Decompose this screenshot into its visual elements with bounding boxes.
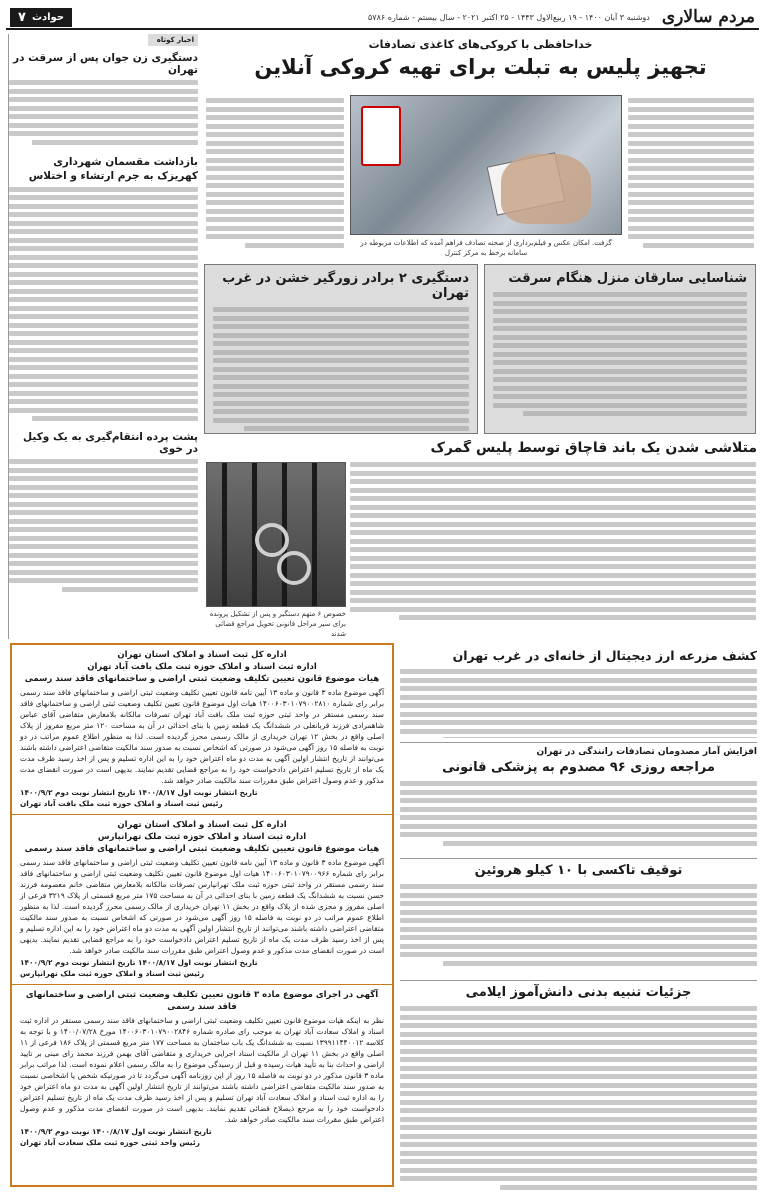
section-label: اخبار کوتاه xyxy=(148,34,198,46)
lead-photo xyxy=(350,95,622,235)
jail-photo-caption: خصوص ۶ متهم دستگیر و پس از تشکیل پرونده برای سیر مراحل قانونی تحویل مراجع قضائی شدند xyxy=(209,610,346,638)
section-tab xyxy=(10,8,72,27)
ad-subheader: اداره ثبت اسناد و املاک حوزه ثبت ملک تهرانپارس xyxy=(97,832,307,842)
ad-body: آگهی موضوع ماده ۳ قانون و ماده ۱۳ آیین نامه قانون تعیین تکلیف وضعیت ثبتی اراضی و ساختمانهای فاقد سند رسمی برابر رای شماره ۱۴۰۰۶۰۳۰۱۰۷۹۰۰۹۶۶ هیات اول موضوع قانون تعیین تکلیف وضعیت ثبتی اراضی و ساختمانهای فاقد سند رسمی مستقر در واحد ثبتی حوزه ثبت ملک تهرانپارس تصرفات مالکانه بلامعارض متقاضی خانم معصومه فرزند حسن نسبت به ششدانگ یک قطعه زمین با بنای احداثی در آن به مساحت ۱۷۵ متر مربع قسمتی از پلاک ۳۲۱۹ فرعی از اصلی مفروز و مجزی شده از پلاک واقع در بخش ۱۱ تهران خریداری از مالک رسمی محرز گردیده است. لذا به منظور اطلاع عموم مراتب در دو نوبت به فاصله ۱۵ روز آگهی می‌شود در صورتی که اشخاص نسبت به صدور سند مالکیت متقاضی اعتراضی داشته باشند می‌توانند از تاریخ انتشار اولین آگهی به مدت دو ماه اعتراض خود را به این اداره تسلیم و پس از اخذ رسید ظرف مدت یک ماه از تاریخ تسلیم اعتراض دادخواست خود را به مراجع قضایی تقدیم نمایند. بدیهی است در صورت انقضای مدت مذکور و عدم وصول اعتراض طبق مقررات سند مالکیت صادر خواهد شد. xyxy=(20,858,384,955)
lead-body-left xyxy=(206,98,344,258)
story-taxi xyxy=(400,858,757,976)
story-title-kahrizak: بازداشت مقسمان شهرداری کهریزک به جرم ارتشاء و اختلاس xyxy=(28,155,198,182)
lead-headline: تجهیز پلیس به تبلت برای تهیه کروکی آنلاین xyxy=(254,55,707,79)
story-body-placeholder xyxy=(9,187,198,422)
newspaper-logo: مردم سالاری xyxy=(661,7,755,27)
ad-dates: تاریخ انتشار نوبت اول ۱۴۰۰/۸/۱۷ تاریخ انتشار نوبت دوم ۱۴۰۰/۹/۲ xyxy=(20,788,258,797)
ad-title: هیات موضوع قانون تعیین تکلیف وضعیت ثبتی اراضی و ساختمانهای فاقد سند رسمی xyxy=(24,844,380,854)
ad-body: آگهی موضوع ماده ۳ قانون و ماده ۱۳ آیین نامه قانون تعیین تکلیف وضعیت ثبتی اراضی و ساختمانهای فاقد سند رسمی برابر رای شماره ۱۴۰۰۶۰۳۰۱۰۷۹۰۰۲۸۱۰ هیات اول موضوع قانون تعیین تکلیف وضعیت ثبتی اراضی و ساختمانهای فاقد سند رسمی مستقر در واحد ثبتی حوزه ثبت ملک بافت آباد تهران تصرفات مالکانه بلامعارض متقاضی آقای عباس شاهمرادی فرزند قربانعلی در ششدانگ یک قطعه زمین با بنای احداثی در آن به مساحت ۱۲۰ متر مربع مفروز از پلاک اصلی واقع در بخش ۱۲ تهران خریداری از مالک رسمی محرز گردیده است. لذا به منظور اطلاع عموم مراتب در دو نوبت به فاصله ۱۵ روز آگهی می‌شود در صورتی که اشخاص نسبت به صدور سند مالکیت متقاضی اعتراضی داشته باشند می‌توانند از تاریخ انتشار اولین آگهی به مدت دو ماه اعتراض خود را به این اداره تسلیم و پس از اخذ رسید ظرف مدت یک ماه از تاریخ تسلیم اعتراض دادخواست خود را به مراجع قضایی تقدیم نمایند. بدیهی است در صورت انقضای مدت مذکور و عدم وصول اعتراض طبق مقررات سند مالکیت صادر خواهد شد. xyxy=(20,688,384,785)
story-kicker-injured: افزایش آمار مصدومان تصادفات رانندگی در تهران xyxy=(536,747,757,757)
ad-signature: رئیس واحد ثبتی حوزه ثبت ملک سعادت آباد تهران xyxy=(20,1138,200,1147)
dateline: دوشنبه ۳ آبان ۱۴۰۰ - ۱۹ ربیع‌الاول ۱۴۴۳ - ۲۵ اکتبر ۲۰۲۱ - سال بیستم - شماره ۵۷۸۶ xyxy=(368,12,650,22)
ad-dates: تاریخ انتشار نوبت اول ۱۴۰۰/۸/۱۷ نوبت دوم ۱۴۰۰/۹/۲ xyxy=(20,1127,212,1136)
ad-signature: رئیس ثبت اسناد و املاک حوزه ثبت ملک تهرانپارس xyxy=(20,969,205,978)
ad-subheader: اداره ثبت اسناد و املاک حوزه ثبت ملک بافت آباد تهران xyxy=(87,662,317,672)
story-title-taxi: توقیف تاکسی با ۱۰ کیلو هروئین xyxy=(474,863,683,878)
lead-body-right xyxy=(628,98,754,258)
ad-title: آگهی در اجرای موضوع ماده ۳ قانون تعیین تکلیف وضعیت ثبتی اراضی و ساختمانهای فاقد سند رسمی xyxy=(25,990,379,1012)
story-burglars-box xyxy=(484,264,756,434)
story-title-injured: مراجعه روزی ۹۶ مصدوم به پزشکی قانونی xyxy=(442,760,715,775)
story-title-teacher: جزئیات تنبیه بدنی دانش‌آموز ایلامی xyxy=(465,985,692,1000)
hand-graphic xyxy=(501,154,591,224)
story-body-placeholder xyxy=(400,781,757,846)
left-column xyxy=(8,34,198,639)
story-body-placeholder xyxy=(400,669,757,738)
story-title-smuggling: متلاشی شدن یک باند قاچاق توسط پلیس گمرک xyxy=(430,440,757,456)
ad-dates: تاریخ انتشار نوبت اول ۱۴۰۰/۸/۱۷ تاریخ انتشار نوبت دوم ۱۴۰۰/۹/۲ xyxy=(20,958,258,967)
legal-ad-2 xyxy=(12,815,392,985)
masthead xyxy=(6,6,759,30)
story-brothers-box xyxy=(204,264,478,434)
ad-header: اداره کل ثبت اسناد و املاک استان تهران xyxy=(117,650,287,660)
lead-kicker: خداحافظی با کروکی‌های کاغذی تصادفات xyxy=(368,38,593,51)
story-body-placeholder xyxy=(493,292,747,416)
story-body-placeholder xyxy=(213,307,469,431)
legal-ads-box xyxy=(10,643,394,1187)
story-injured xyxy=(400,742,757,854)
story-body-placeholder xyxy=(400,1006,757,1190)
story-crypto xyxy=(400,648,757,738)
traffic-sign-graphic xyxy=(361,106,401,166)
ad-signature: رئیس ثبت اسناد و املاک حوزه ثبت ملک بافت آباد تهران xyxy=(20,799,223,808)
story-title-arrest-woman: دستگیری زن جوان پس از سرقت در تهران xyxy=(13,52,198,76)
page-number: ۷ xyxy=(18,9,26,25)
story-body-placeholder xyxy=(9,459,198,592)
story-body-placeholder xyxy=(9,80,198,145)
story-title-burglars: شناسایی سارقان منزل هنگام سرقت xyxy=(508,271,747,286)
jail-photo xyxy=(206,462,346,607)
ad-title: هیات موضوع قانون تعیین تکلیف وضعیت ثبتی اراضی و ساختمانهای فاقد سند رسمی xyxy=(24,674,380,684)
ad-body: نظر به اینکه هیات موضوع قانون تعیین تکلیف وضعیت ثبتی اراضی و ساختمانهای فاقد سند رسمی مستقر در اداره ثبت اسناد و املاک سعادت آباد تهران به موجب رای صادره شماره ۱۴۰۰۶۰۳۰۱۰۷۹۰۰۲۸۴۶ مورخ ۱۴۰۰/۰۷/۲۸ و با توجه به کلاسه ۱۳۹۹۱۱۴۴۰۰۱۲ نسبت به ششدانگ یک باب ساختمان به مساحت ۱۷۷ متر مربع قسمتی از پلاک ۱۸۶ فرعی از ۱۱ اصلی واقع در بخش ۱۱ تهران از مالکیت اسناد اجرایی خریداری و متقاضی آقای بهمن فرزند محمد رای مبنی بر تایید اراضی و احداث بنا به تأیید هیات رسیده و قبل از رسیدگی موضوع را به مالک رسمی اعلام نموده است. لذا مراتب برابر ماده ۳ قانون مذکور در دو نوبت به فاصله ۱۵ روز از این روزنامه آگهی می‌گردد تا در صورتیکه شخص یا اشخاصی نسبت به صدور سند مالکیت متقاضی اعتراضی داشته باشند می‌توانند از تاریخ انتشار اولین آگهی به مدت دو ماه اعتراض خود را به اداره ثبت اسناد و املاک سعادت آباد تهران تسلیم و پس از اخذ رسید ظرف مدت یک ماه از تاریخ تسلیم اعتراض دادخواست خود را به مرجع ذیصلاح قضائی تقدیم نمایند. بدیهی است در صورت انقضای مدت مذکور و عدم وصول اعتراض طبق مقررات سند مالکیت صادر خواهد شد. xyxy=(20,1016,384,1124)
lead-photo-caption: گرفت. امکان عکس و فیلم‌برداری از صحنه تصادف فراهم آمده که اطلاعات مربوطه در سامانه برخط به مرکز کنترل xyxy=(360,239,612,257)
story-title-brothers: دستگیری ۲ برادر زورگیر خشن در غرب تهران xyxy=(222,271,469,301)
story-title-crypto: کشف مزرعه ارز دیجیتال از خانه‌ای در غرب تهران xyxy=(452,648,757,663)
legal-ad-1 xyxy=(12,645,392,815)
section-name: حوادث xyxy=(31,11,65,23)
story-title-khoy: پشت پرده انتقام‌گیری به یک وکیل در خوی xyxy=(23,431,198,455)
smuggle-body xyxy=(350,462,756,637)
ad-header: اداره کل ثبت اسناد و املاک استان تهران xyxy=(117,820,287,830)
story-body-placeholder xyxy=(400,884,757,966)
legal-ad-3 xyxy=(12,985,392,1153)
story-teacher xyxy=(400,980,757,1190)
